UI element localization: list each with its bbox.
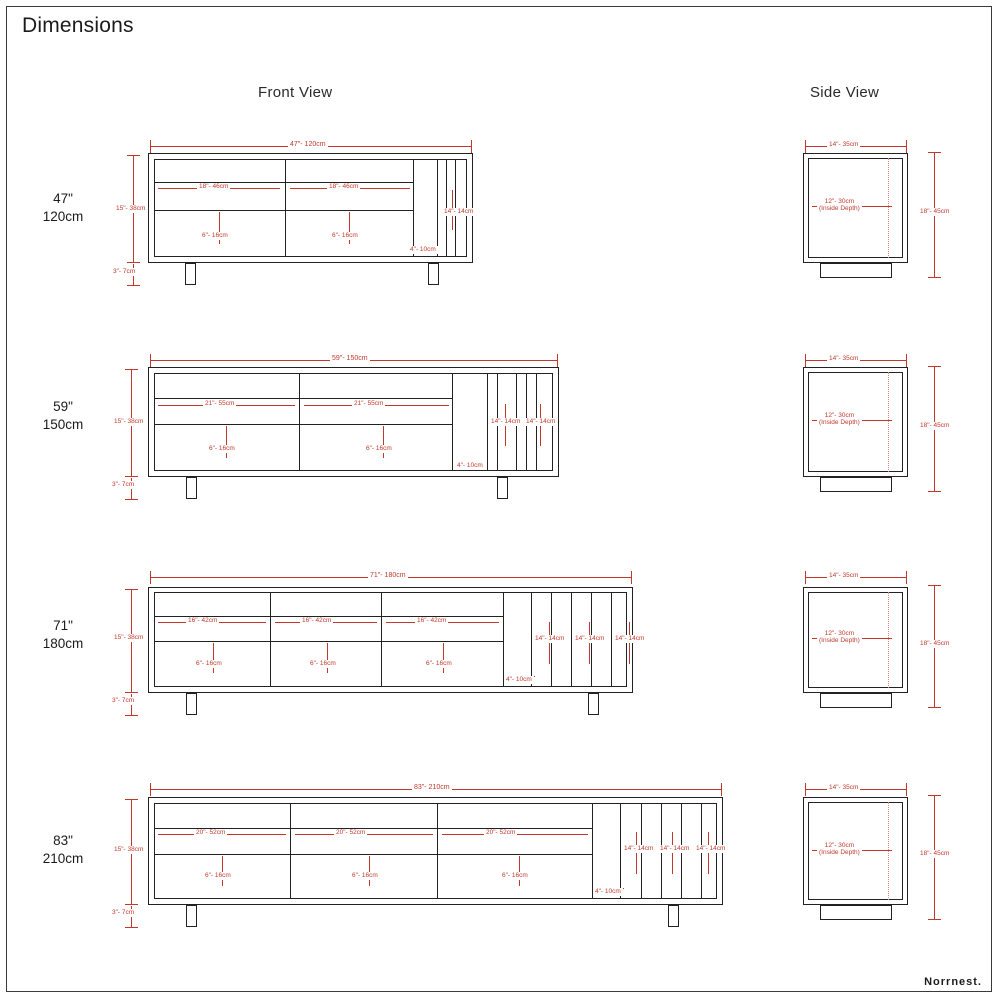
brand-logo: Norrnest.: [924, 976, 982, 988]
dim-83-drawer-3-line: [519, 856, 520, 886]
dim-tick: [928, 707, 941, 708]
dim-71-height: 15"- 38cm: [114, 634, 144, 641]
dim-side-83-inside-depth: [817, 842, 862, 857]
front-unit-83-divider-3: [592, 803, 593, 899]
column-header-side-view: Side View: [810, 84, 880, 101]
row-label-47: [18, 190, 108, 226]
dim-83-drawer-2: 6"- 16cm: [352, 872, 378, 879]
dim-71-drawer-3: 6"- 16cm: [426, 660, 452, 667]
dim-47-shelf-2: 18"- 46cm: [329, 183, 359, 190]
front-unit-83-divider-2: [437, 803, 438, 899]
front-unit-47-inner: [154, 159, 467, 257]
side-unit-71-hatch: [888, 592, 889, 688]
front-unit-71-leg-left: [186, 693, 197, 715]
dim-side-83-height: 18"- 45cm: [920, 850, 950, 857]
dim-tick: [125, 692, 138, 693]
dim-59-drawer-2: 6"- 16cm: [366, 445, 392, 452]
side-unit-83-hatch: [888, 802, 889, 900]
dim-tick: [928, 152, 941, 153]
dim-tick: [928, 491, 941, 492]
dim-83-slat-height-1: 14"- 14cm: [624, 845, 654, 852]
dim-83-slat-gap: 4"- 10cm: [595, 888, 621, 895]
row-label-83-cm: 210cm: [42, 851, 84, 867]
front-unit-47-divider-1: [285, 159, 286, 257]
dim-83-total-width: 83"- 210cm: [414, 784, 450, 791]
dim-71-drawer-1-line: [213, 643, 214, 673]
dim-tick: [805, 571, 806, 584]
dim-71-drawer-1: 6"- 16cm: [196, 660, 222, 667]
front-unit-47-slat-1: [437, 159, 438, 257]
dim-tick: [125, 476, 138, 477]
dim-side-83-depth: 14"- 35cm: [829, 784, 859, 791]
front-unit-59-divider-1: [299, 373, 300, 471]
dim-59-shelf-2: 21"- 55cm: [354, 400, 384, 407]
front-unit-83-leg-right: [668, 905, 679, 927]
dim-side-83-inside-depth-value: 12"- 30cm: [824, 842, 855, 849]
dim-71-total-width: 71"- 180cm: [370, 572, 406, 579]
dim-tick: [631, 571, 632, 584]
dim-83-slat-height-2: 14"- 14cm: [660, 845, 690, 852]
dim-59-height: 15"- 38cm: [114, 418, 144, 425]
front-unit-71-divider-2: [381, 592, 382, 687]
dim-tick: [805, 354, 806, 367]
dim-side-59-inside-depth-note: (Inside Depth): [819, 419, 860, 427]
dim-71-shelf-2: 16"- 42cm: [302, 617, 332, 624]
dim-tick: [928, 919, 941, 920]
dim-tick: [125, 589, 138, 590]
dim-tick: [150, 571, 151, 584]
dim-tick: [928, 795, 941, 796]
front-unit-59-slat-1: [487, 373, 488, 471]
dim-tick: [928, 366, 941, 367]
row-label-59-cm: 150cm: [42, 417, 84, 433]
dim-83-slat-height-3: 14"- 14cm: [696, 845, 726, 852]
dim-71-slat-gap: 4"- 10cm: [506, 676, 532, 683]
side-unit-59-plinth: [820, 477, 892, 492]
dim-59-drawer-1-line: [226, 426, 227, 458]
dim-71-shelf-1: 16"- 42cm: [188, 617, 218, 624]
row-label-59-inches: 59": [53, 399, 73, 414]
dim-83-height: 15"- 38cm: [114, 846, 144, 853]
dim-83-drawer-1: 6"- 16cm: [205, 872, 231, 879]
dim-tick: [805, 783, 806, 796]
front-unit-47-divider-2: [413, 159, 414, 257]
dim-71-drawer-3-line: [443, 643, 444, 673]
dim-tick: [125, 369, 138, 370]
row-label-71: [18, 617, 108, 653]
dim-tick: [127, 155, 140, 156]
front-unit-47-shelf: [154, 210, 413, 211]
front-unit-71-slat-3: [571, 592, 572, 687]
dim-tick: [125, 499, 138, 500]
dim-side-71-inside-depth-value: 12"- 30cm: [824, 630, 855, 637]
dim-tick: [125, 904, 138, 905]
dim-tick: [928, 277, 941, 278]
dim-59-drawer-2-line: [383, 426, 384, 458]
dim-tick: [557, 354, 558, 367]
dim-47-slat-height: 14"- 14cm: [444, 208, 474, 215]
dim-side-47-height: 18"- 45cm: [920, 208, 950, 215]
dim-side-83-inside-depth-note: (Inside Depth): [819, 849, 860, 857]
dim-83-drawer-1-line: [222, 856, 223, 886]
dim-59-leg-height: 3"- 7cm: [112, 481, 135, 488]
side-unit-71-plinth: [820, 693, 892, 708]
dim-47-shelf-1: 18"- 46cm: [199, 183, 229, 190]
front-unit-71-slat-1: [531, 592, 532, 687]
dim-tick: [127, 285, 140, 286]
dim-71-slat-height-1: 14"- 14cm: [535, 635, 565, 642]
row-label-59: [18, 398, 108, 434]
dim-71-slat-height-2: 14"- 14cm: [575, 635, 605, 642]
dim-83-drawer-3: 6"- 16cm: [502, 872, 528, 879]
dim-side-47-depth: 14"- 35cm: [829, 141, 859, 148]
dim-47-drawer-1: 6"- 16cm: [202, 232, 228, 239]
dim-side-47-inside-depth-note: (Inside Depth): [819, 205, 860, 213]
side-unit-59-hatch: [888, 372, 889, 472]
front-unit-47-leg-right: [428, 263, 439, 285]
front-unit-47-top-shelf: [154, 182, 413, 183]
dim-tick: [150, 354, 151, 367]
dim-47-leg-height: 3"- 7cm: [113, 268, 136, 275]
row-label-83-inches: 83": [53, 833, 73, 848]
dim-tick: [805, 140, 806, 153]
dim-tick: [150, 783, 151, 796]
front-unit-83-slat-1: [620, 803, 621, 899]
dim-tick: [906, 783, 907, 796]
dim-tick: [906, 140, 907, 153]
dim-59-shelf-1: 21"- 55cm: [205, 400, 235, 407]
dim-83-drawer-2-line: [369, 856, 370, 886]
dim-side-47-inside-depth: [817, 198, 862, 213]
dim-side-71-inside-depth-note: (Inside Depth): [819, 637, 860, 645]
row-label-47-cm: 120cm: [42, 209, 84, 225]
front-unit-59-leg-right: [497, 477, 508, 499]
front-unit-71-divider-1: [270, 592, 271, 687]
dim-side-71-height: 18"- 45cm: [920, 640, 950, 647]
front-unit-71-leg-right: [588, 693, 599, 715]
dim-59-slat-gap: 4"- 10cm: [457, 462, 483, 469]
dim-side-71-inside-depth: [817, 630, 862, 645]
dim-tick: [125, 927, 138, 928]
dim-71-leg-height: 3"- 7cm: [112, 697, 135, 704]
dim-71-slat-height-3: 14"- 14cm: [615, 635, 645, 642]
dim-side-59-inside-depth: [817, 412, 862, 427]
dim-tick: [906, 354, 907, 367]
front-unit-83-divider-1: [290, 803, 291, 899]
dim-tick: [125, 799, 138, 800]
front-unit-83-leg-left: [186, 905, 197, 927]
front-unit-59-shelf: [154, 424, 452, 425]
dim-59-slat-height-1: 14"- 14cm: [491, 418, 521, 425]
dim-side-59-depth: 14"- 35cm: [829, 355, 859, 362]
dim-83-shelf-1: 20"- 52cm: [196, 829, 226, 836]
dim-47-drawer-2: 6"- 16cm: [332, 232, 358, 239]
dim-83-leg-height: 3"- 7cm: [112, 909, 135, 916]
dim-tick: [150, 140, 151, 153]
side-unit-47-plinth: [820, 263, 892, 278]
front-unit-59-top-shelf: [154, 398, 452, 399]
dim-59-total-width: 59"- 150cm: [332, 355, 368, 362]
dim-71-drawer-2: 6"- 16cm: [310, 660, 336, 667]
dim-71-drawer-2-line: [327, 643, 328, 673]
front-unit-83-shelf: [154, 854, 592, 855]
column-header-front-view: Front View: [258, 84, 333, 101]
dim-59-drawer-1: 6"- 16cm: [209, 445, 235, 452]
dim-tick: [125, 715, 138, 716]
front-unit-59-divider-2: [452, 373, 453, 471]
front-unit-47-leg-left: [185, 263, 196, 285]
dim-side-71-depth: 14"- 35cm: [829, 572, 859, 579]
dim-tick: [721, 783, 722, 796]
front-unit-71-shelf: [154, 641, 503, 642]
dim-tick: [471, 140, 472, 153]
side-unit-83-plinth: [820, 905, 892, 920]
dim-47-height: 15"- 38cm: [116, 205, 146, 212]
row-label-71-cm: 180cm: [42, 636, 84, 652]
dim-83-shelf-2: 20"- 52cm: [336, 829, 366, 836]
row-label-47-inches: 47": [53, 191, 73, 206]
dim-side-59-height: 18"- 45cm: [920, 422, 950, 429]
side-unit-47-hatch: [888, 158, 889, 258]
page-title: Dimensions: [22, 14, 134, 37]
dim-71-shelf-3: 16"- 42cm: [417, 617, 447, 624]
dim-side-59-inside-depth-value: 12"- 30cm: [824, 412, 855, 419]
dim-59-slat-height-2: 14"- 14cm: [526, 418, 556, 425]
front-unit-71-divider-3: [503, 592, 504, 687]
dim-47-total-width: 47"- 120cm: [290, 141, 326, 148]
front-unit-71-slat-5: [611, 592, 612, 687]
dim-tick: [928, 585, 941, 586]
dim-tick: [127, 262, 140, 263]
row-label-71-inches: 71": [53, 618, 73, 633]
dim-side-47-inside-depth-value: 12"- 30cm: [824, 198, 855, 205]
dim-47-slat-gap: 4"- 10cm: [410, 246, 436, 253]
row-label-83: [18, 832, 108, 868]
front-unit-59-leg-left: [186, 477, 197, 499]
dim-83-shelf-3: 20"- 52cm: [486, 829, 516, 836]
dim-tick: [906, 571, 907, 584]
